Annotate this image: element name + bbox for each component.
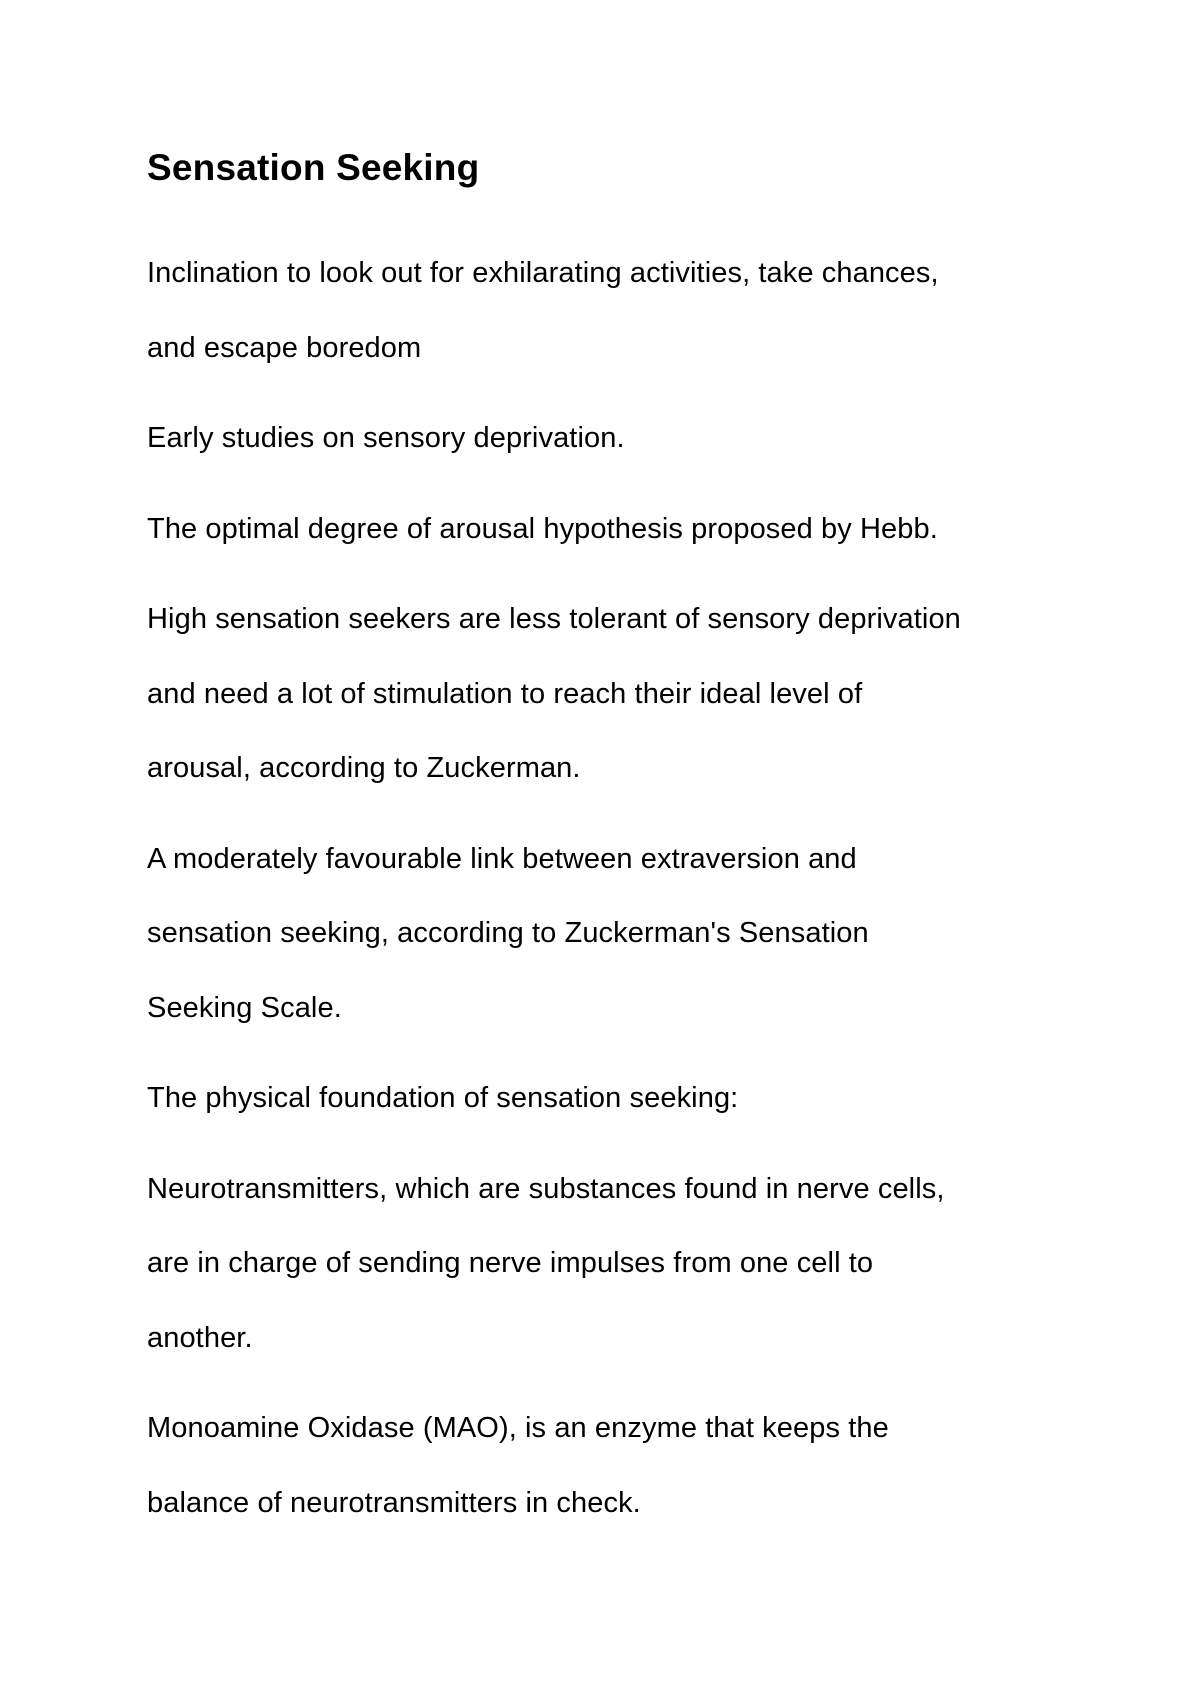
- paragraph-mao: [147, 1391, 1077, 1540]
- text-line: Neurotransmitters, which are substances found in nerve cells,: [147, 1172, 945, 1205]
- paragraph-hebb: [147, 492, 1077, 567]
- text-line: High sensation seekers are less tolerant of sensory deprivation: [147, 603, 961, 635]
- paragraph-early-studies: [147, 401, 1077, 476]
- text-line: A moderately favourable link between extraversion and: [147, 842, 857, 875]
- text-line: arousal, according to Zuckerman.: [147, 752, 581, 784]
- paragraph-definition: [147, 236, 1077, 385]
- text-line: Monoamine Oxidase (MAO), is an enzyme that keeps the: [147, 1412, 889, 1444]
- document-content: [147, 144, 1077, 1556]
- text-line: Seeking Scale.: [147, 991, 342, 1024]
- text-line: Inclination to look out for exhilarating activities, take chances,: [147, 257, 939, 289]
- text-line: are in charge of sending nerve impulses from one cell to: [147, 1247, 874, 1279]
- paragraph-neurotransmitters: [147, 1152, 1077, 1376]
- paragraph-zuckerman-tolerance: [147, 582, 1077, 806]
- text-line: another.: [147, 1321, 253, 1354]
- paragraph-physical-foundation: [147, 1061, 1077, 1136]
- page-title: Sensation Seeking: [147, 147, 480, 188]
- text-line: and need a lot of stimulation to reach their ideal level of: [147, 677, 863, 710]
- text-line: balance of neurotransmitters in check.: [147, 1486, 641, 1519]
- text-line: The physical foundation of sensation seeking:: [147, 1082, 739, 1114]
- text-line: The optimal degree of arousal hypothesis proposed by Hebb.: [147, 512, 938, 545]
- text-line: sensation seeking, according to Zuckerman's Sensation: [147, 917, 869, 949]
- text-line: Early studies on sensory deprivation.: [147, 422, 625, 454]
- paragraph-extraversion-link: [147, 822, 1077, 1046]
- text-line: and escape boredom: [147, 331, 422, 364]
